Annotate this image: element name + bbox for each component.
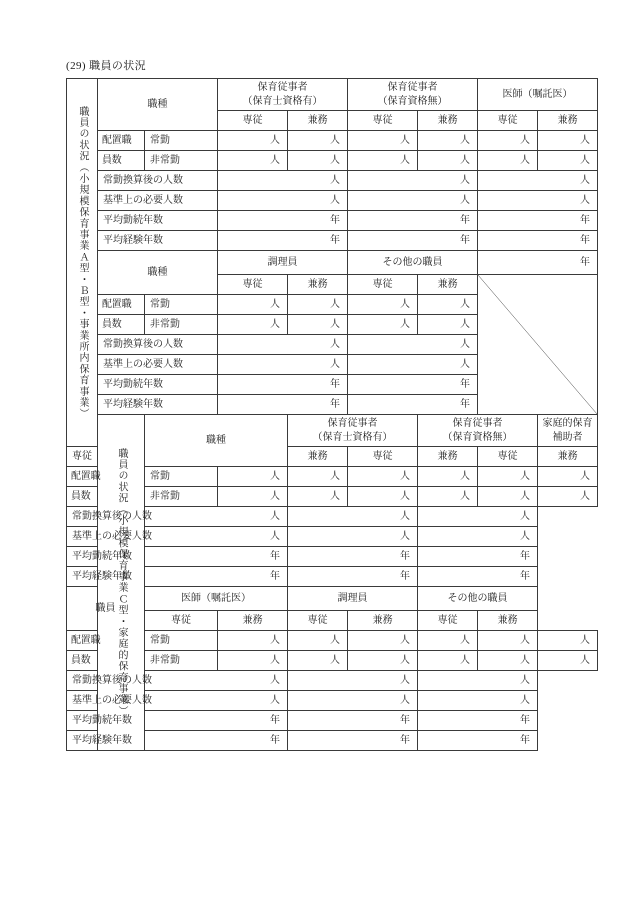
- block-c-t2-fte-2[interactable]: 人: [418, 671, 538, 691]
- block-c-t1-pt-kenmu-1[interactable]: 人: [418, 487, 478, 507]
- group-label-line1: 家庭的保育補助者: [542, 418, 593, 443]
- block-c-t2-required-1[interactable]: 人: [288, 691, 418, 711]
- table-row: [67, 131, 598, 151]
- block-a-t2-experience-1[interactable]: 年: [348, 395, 478, 415]
- block-c-t1-ft-kenmu-1[interactable]: 人: [418, 467, 478, 487]
- group-label-line1: 保育従事者: [327, 418, 378, 429]
- block-a-t1-required-1[interactable]: 人: [348, 191, 478, 211]
- block-c-t1-experience-1[interactable]: 年: [288, 567, 418, 587]
- group-label-line2: （保育士資格有）: [312, 431, 393, 443]
- block-a-t1-senju-2: 専従: [478, 111, 538, 131]
- block-c-t1-tenure-0[interactable]: 年: [145, 547, 288, 567]
- block-c-t1-placed-label-line1: 配置職: [67, 467, 98, 487]
- block-c-t1-experience-label: 平均経験年数: [67, 567, 145, 587]
- block-c-t1-fulltime-label: 常勤: [145, 467, 218, 487]
- block-a-t2-tenure-label: 平均勤続年数: [98, 375, 218, 395]
- block-a-t1-ft-senju-0[interactable]: 人: [218, 131, 288, 151]
- block-a-t2-group-1: [348, 251, 478, 275]
- block-a-t1-senju-1: 専従: [348, 111, 418, 131]
- block-a-t1-jobtype-header: 職種: [98, 79, 218, 131]
- block-a-t2-pt-senju-1[interactable]: 人: [348, 315, 418, 335]
- block-a-t1-required-label: 基準上の必要人数: [98, 191, 218, 211]
- block-c-t2-ft-senju-2[interactable]: 人: [478, 631, 538, 651]
- block-c-t1-pt-kenmu-0[interactable]: 人: [288, 487, 348, 507]
- table-row: [67, 547, 598, 567]
- block-a-t1-group-2: [478, 79, 598, 111]
- block-c-t2-ft-kenmu-1[interactable]: 人: [418, 631, 478, 651]
- block-c-t2-pt-senju-2[interactable]: 人: [478, 651, 538, 671]
- block-c-t2-pt-kenmu-2[interactable]: 人: [538, 651, 598, 671]
- block-c-t1-required-1[interactable]: 人: [288, 527, 418, 547]
- block-c-t2-placed-label-line1: 配置職: [67, 631, 98, 651]
- block-c-t1-group-1: [418, 415, 538, 447]
- block-c-t2-pt-senju-1[interactable]: 人: [348, 651, 418, 671]
- block-a-t1-ft-kenmu-2[interactable]: 人: [538, 131, 598, 151]
- table-row: [67, 711, 598, 731]
- block-a-t2-diagonal-strikeout-cell: [478, 275, 598, 415]
- table-row: [67, 731, 598, 751]
- block-a-t1-group-1: [348, 79, 478, 111]
- block-a-t1-pt-kenmu-2[interactable]: 人: [538, 151, 598, 171]
- page-title: (29) 職員の状況: [66, 60, 147, 72]
- block-a-t1-senju-0: 専従: [218, 111, 288, 131]
- block-a-t2-pt-kenmu-1[interactable]: 人: [418, 315, 478, 335]
- block-a-t2-ft-kenmu-0[interactable]: 人: [288, 295, 348, 315]
- block-a-t1-fte-2[interactable]: 人: [478, 171, 598, 191]
- block-a-t2-pt-kenmu-0[interactable]: 人: [288, 315, 348, 335]
- block-c-t1-group-0: [288, 415, 418, 447]
- group-label-line1: その他の職員: [382, 256, 443, 268]
- block-c-t2-ft-kenmu-2[interactable]: 人: [538, 631, 598, 651]
- block-c-t1-ft-senju-0[interactable]: 人: [218, 467, 288, 487]
- group-label-line2: （保育資格無）: [442, 431, 513, 443]
- block-c-t2-ft-kenmu-0[interactable]: 人: [288, 631, 348, 651]
- block-a-t2-placed-label-line1: 配置職: [98, 295, 145, 315]
- group-label-line1: 保育従事者: [257, 82, 308, 93]
- block-c-t2-ft-senju-1[interactable]: 人: [348, 631, 418, 651]
- block-a-t2-fulltime-label: 常勤: [145, 295, 218, 315]
- block-c-t2-tenure-label: 平均勤続年数: [67, 711, 145, 731]
- table-row: [67, 587, 598, 611]
- block-a-t1-pt-kenmu-0[interactable]: 人: [288, 151, 348, 171]
- block-a-t1-kenmu-2: 兼務: [538, 111, 598, 131]
- table-row: [67, 691, 598, 711]
- block-c-t1-tenure-2[interactable]: 年: [418, 547, 538, 567]
- table-row: [67, 467, 598, 487]
- block-c-t1-group-2: [538, 415, 598, 447]
- block-c-t2-kenmu-1: 兼務: [348, 611, 418, 631]
- group-label-line1: 医師（嘱託医）: [502, 88, 573, 100]
- block-c-t2-kenmu-2: 兼務: [478, 611, 538, 631]
- table-row: [67, 191, 598, 211]
- group-label-line2: （保育資格無）: [377, 95, 448, 107]
- block-a-t2-tenure-0[interactable]: 年: [218, 375, 348, 395]
- table-row: [67, 211, 598, 231]
- block-c-t2-senju-2: 専従: [418, 611, 478, 631]
- block-a-t1-group-0: [218, 79, 348, 111]
- block-a-t2-placed-label-line2: 員数: [98, 315, 145, 335]
- block-c-t2-fulltime-label: 常勤: [145, 631, 218, 651]
- block-a-t1-pt-kenmu-1[interactable]: 人: [418, 151, 478, 171]
- block-c-t2-group-0: [145, 587, 288, 611]
- block-a-t2-senju-0: 専従: [218, 275, 288, 295]
- block-c-t1-parttime-label: 非常勤: [145, 487, 218, 507]
- block-a-t2-parttime-label: 非常勤: [145, 315, 218, 335]
- block-c-t1-fte-1[interactable]: 人: [288, 507, 418, 527]
- block-c-t1-fte-0[interactable]: 人: [145, 507, 288, 527]
- block-c-t1-required-2[interactable]: 人: [418, 527, 538, 547]
- block-a-t2-required-label: 基準上の必要人数: [98, 355, 218, 375]
- group-label-line1: その他の職員: [447, 592, 508, 604]
- block-c-t1-kenmu-1: 兼務: [418, 447, 478, 467]
- block-c-t2-experience-2[interactable]: 年: [418, 731, 538, 751]
- group-label-line1: 保育従事者: [387, 82, 438, 93]
- block-a-t1-placed-label-line2: 員数: [98, 151, 145, 171]
- block-c-t1-ft-kenmu-2[interactable]: 人: [538, 467, 598, 487]
- block-a-t1-experience-2[interactable]: 年: [478, 231, 598, 251]
- group-label-line1: 調理員: [267, 256, 298, 268]
- table-row: [67, 567, 598, 587]
- block-a-t1-tenure-label: 平均勤続年数: [98, 211, 218, 231]
- block-a-t1-experience-label: 平均経験年数: [98, 231, 218, 251]
- block-a-t1-kenmu-0: 兼務: [288, 111, 348, 131]
- block-c-t1-fte-2[interactable]: 人: [418, 507, 538, 527]
- block-a-t1-fte-0[interactable]: 人: [218, 171, 348, 191]
- block-a-t2-required-1[interactable]: 人: [348, 355, 478, 375]
- block-a-t1-pt-senju-0[interactable]: 人: [218, 151, 288, 171]
- block-a-t2-pt-senju-0[interactable]: 人: [218, 315, 288, 335]
- block-c-t1-senju-1: 専従: [348, 447, 418, 467]
- table-row: [67, 415, 598, 447]
- block-a-t2-group-0: [218, 251, 348, 275]
- block-c-t2-fte-label: 常勤換算後の人数: [67, 671, 145, 691]
- table-row: [67, 527, 598, 547]
- block-a-t2-fte-0[interactable]: 人: [218, 335, 348, 355]
- block-a-t1-fte-1[interactable]: 人: [348, 171, 478, 191]
- block-c-t2-pt-kenmu-0[interactable]: 人: [288, 651, 348, 671]
- block-c-t1-kenmu-2: 兼務: [538, 447, 598, 467]
- group-label-line1: 保育従事者: [452, 418, 503, 429]
- block-c-t1-required-label: 基準上の必要人数: [67, 527, 145, 547]
- block-a-t1-kenmu-1: 兼務: [418, 111, 478, 131]
- block-a-t1-placed-label-line1: 配置職: [98, 131, 145, 151]
- block-a-t1-ft-senju-1[interactable]: 人: [348, 131, 418, 151]
- block-c-t1-fte-label: 常勤換算後の人数: [67, 507, 145, 527]
- block-c-t2-experience-label: 平均経験年数: [67, 731, 145, 751]
- block-a-t2-experience-0[interactable]: 年: [218, 395, 348, 415]
- block-c-t1-pt-senju-0[interactable]: 人: [218, 487, 288, 507]
- block-a-t2-experience-label: 平均経験年数: [98, 395, 218, 415]
- block-a-t1-required-0[interactable]: 人: [218, 191, 348, 211]
- block-c-t1-ft-senju-2[interactable]: 人: [478, 467, 538, 487]
- block-c-t1-jobtype-header: 職種: [145, 415, 288, 467]
- block-c-t1-senju-2: 専従: [478, 447, 538, 467]
- block-c-t1-pt-senju-1[interactable]: 人: [348, 487, 418, 507]
- block-a-t2-ft-senju-1[interactable]: 人: [348, 295, 418, 315]
- block-c-t1-experience-2[interactable]: 年: [418, 567, 538, 587]
- table-row: [67, 231, 598, 251]
- table-row: [67, 671, 598, 691]
- block-a-t1-ft-kenmu-1[interactable]: 人: [418, 131, 478, 151]
- block-a-t2-fte-1[interactable]: 人: [348, 335, 478, 355]
- block-a-t1-parttime-label: 非常勤: [145, 151, 218, 171]
- block-a-t1-tenure-1[interactable]: 年: [348, 211, 478, 231]
- block-c-t2-senju-0: 専従: [145, 611, 218, 631]
- block-c-t2-tenure-2[interactable]: 年: [418, 711, 538, 731]
- diagonal-line-icon: [478, 275, 597, 414]
- block-a-t1-pt-senju-1[interactable]: 人: [348, 151, 418, 171]
- table-row: [67, 487, 598, 507]
- group-label-line2: （保育士資格有）: [242, 95, 323, 107]
- block-a-t2-ft-kenmu-1[interactable]: 人: [418, 295, 478, 315]
- block-a-t2-senju-1: 専従: [348, 275, 418, 295]
- block-a-t1-experience-0[interactable]: 年: [218, 231, 348, 251]
- block-a-t1-fulltime-label: 常勤: [145, 131, 218, 151]
- block-c-t2-parttime-label: 非常勤: [145, 651, 218, 671]
- table-row: [67, 631, 598, 651]
- block-a-vertical-label-text: 職員の状況（小規模保育事業Ａ型・Ｂ型・事業所内保育事業）: [77, 105, 88, 420]
- block-a-t2-kenmu-0: 兼務: [288, 275, 348, 295]
- block-a-t1-tenure-2[interactable]: 年: [478, 211, 598, 231]
- block-c-t1-kenmu-0: 兼務: [288, 447, 348, 467]
- block-c-t2-required-0[interactable]: 人: [145, 691, 288, 711]
- block-c-t2-staff-header: 職員: [67, 587, 145, 631]
- block-c-t1-senju-0: 専従: [67, 447, 98, 467]
- block-a-t1-ft-kenmu-0[interactable]: 人: [288, 131, 348, 151]
- block-c-t1-pt-senju-2[interactable]: 人: [478, 487, 538, 507]
- block-c-t1-required-0[interactable]: 人: [145, 527, 288, 547]
- block-a-t1-ft-senju-2[interactable]: 人: [478, 131, 538, 151]
- block-a-t1-fte-label: 常勤換算後の人数: [98, 171, 218, 191]
- block-c-t2-pt-senju-0[interactable]: 人: [218, 651, 288, 671]
- block-c-t2-group-1: [288, 587, 418, 611]
- block-a-t2-ft-senju-0[interactable]: 人: [218, 295, 288, 315]
- block-c-t2-fte-0[interactable]: 人: [145, 671, 288, 691]
- block-a-t2-required-0[interactable]: 人: [218, 355, 348, 375]
- group-label-line1: 調理員: [337, 592, 368, 604]
- table-row: [67, 251, 598, 275]
- block-c-t2-tenure-0[interactable]: 年: [145, 711, 288, 731]
- block-c-t1-tenure-1[interactable]: 年: [288, 547, 418, 567]
- block-c-t1-tenure-label: 平均勤続年数: [67, 547, 145, 567]
- block-a-t2-trailing-year[interactable]: 年: [478, 251, 598, 275]
- block-c-t1-ft-senju-1[interactable]: 人: [348, 467, 418, 487]
- block-c-t2-pt-kenmu-1[interactable]: 人: [418, 651, 478, 671]
- block-c-t2-placed-label-line2: 員数: [67, 651, 98, 671]
- block-a-t1-pt-senju-2[interactable]: 人: [478, 151, 538, 171]
- block-a-t1-tenure-0[interactable]: 年: [218, 211, 348, 231]
- block-c-t2-required-label: 基準上の必要人数: [67, 691, 145, 711]
- group-label-line1: 医師（嘱託医）: [181, 592, 251, 604]
- block-c-t2-kenmu-0: 兼務: [218, 611, 288, 631]
- staff-status-form-table: [66, 78, 598, 751]
- block-c-t2-senju-1: 専従: [288, 611, 348, 631]
- block-a-t2-fte-label: 常勤換算後の人数: [98, 335, 218, 355]
- block-a-t1-required-2[interactable]: 人: [478, 191, 598, 211]
- block-c-t2-ft-senju-0[interactable]: 人: [218, 631, 288, 651]
- block-c-t1-placed-label-line2: 員数: [67, 487, 98, 507]
- table-row: [67, 171, 598, 191]
- table-row: [67, 79, 598, 111]
- block-c-t2-experience-0[interactable]: 年: [145, 731, 288, 751]
- block-a-t1-experience-1[interactable]: 年: [348, 231, 478, 251]
- block-c-t1-experience-0[interactable]: 年: [145, 567, 288, 587]
- block-a-t2-tenure-1[interactable]: 年: [348, 375, 478, 395]
- block-c-t2-experience-1[interactable]: 年: [288, 731, 418, 751]
- block-c-t2-fte-1[interactable]: 人: [288, 671, 418, 691]
- block-a-vertical-label: [67, 79, 98, 447]
- table-row: [67, 151, 598, 171]
- block-c-t2-required-2[interactable]: 人: [418, 691, 538, 711]
- block-a-t2-jobtype-header: 職種: [98, 251, 218, 295]
- block-c-t2-tenure-1[interactable]: 年: [288, 711, 418, 731]
- block-c-t1-ft-kenmu-0[interactable]: 人: [288, 467, 348, 487]
- table-row: [67, 651, 598, 671]
- block-c-vertical-label-text: 職員の状況（小規模保育事業Ｃ型・家庭的保育事業）: [116, 448, 127, 717]
- block-c-t2-group-2: [418, 587, 538, 611]
- block-a-t2-kenmu-1: 兼務: [418, 275, 478, 295]
- table-row: [67, 611, 598, 631]
- table-row: [67, 507, 598, 527]
- block-c-t1-pt-kenmu-2[interactable]: 人: [538, 487, 598, 507]
